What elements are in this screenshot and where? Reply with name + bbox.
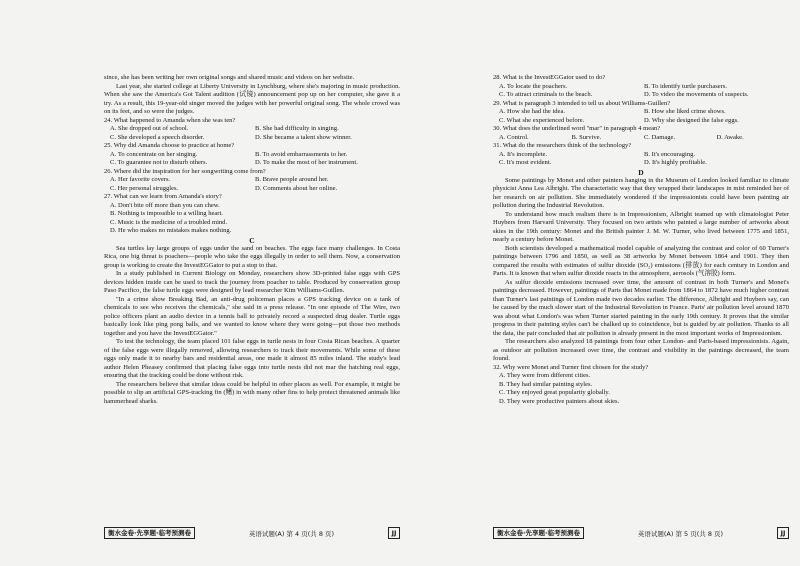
option-25b: B. To avoid embarrassments to her. [255,150,348,158]
option-31b: B. It's encouraging. [644,150,695,158]
option-30b: B. Survive. [571,133,602,141]
passage-c-paragraph-5: The researchers believe that similar ideas could be helpful in other places as well. For example, it might be possible to slip an artificial GPS-tracking fin (鳍) in with many other fins to help protect threatened animals like hammerhead sharks. [104,380,400,405]
option-24c: C. She developed a speech disorder. [110,133,205,141]
passage-c-paragraph-4: To test the technology, the team placed 101 false eggs in turtle nests in four Costa Rican beaches. A quarter of the false eggs were illegally removed, allowing researchers to track their movements. While some of these eggs only made it to nearby bars and residential areas, one made it almost 85 miles inland. The study's lead author Helen Pheasey confirmed that placing false eggs into turtle nests did not mar the hatching real eggs, ensuring that the tracking could be done without risk. [104,338,400,379]
options-row [104,159,400,168]
question-27: 27. What can we learn from Amanda's story? [104,193,222,200]
options-row [104,185,400,194]
options-row [493,117,789,126]
page-number: 英语试题(A) 第 4 页(共 8 页) [248,529,335,538]
passage-c-paragraph-2: In a study published in Current Biology on Monday, researchers show 3D-printed false eggs with GPS devices hidden inside can be used to track the journey from poacher to table. Produced by conservation group Paso Pacifico, the false turtle eggs were designed by lead researcher Kim Williams-Guillen. [104,270,400,294]
passage-d-paragraph-3: Both scientists developed a mathematical model capable of analyzing the contrast and color of 60 Turner's paintings between 1796 and 1850, as well as 38 artworks by Monet between 1864 and 1901. They then compared the results with estimates of sulfur dioxide (SO₂) emissions (排放) for each century in London and Paris. It is known that when sulfur dioxide reacts in the atmosphere, aerosols (气溶胶) form. [493,244,789,277]
option-26c: C. Her personal struggles. [110,184,179,192]
option-27a: A. Don't bite off more than you can chew. [110,201,220,209]
option-31d: D. It's highly profitable. [644,159,707,166]
passage-b-ending: since, she has been writing her own original songs and shared music and videos on her website. [104,74,355,81]
options-row [104,134,400,143]
option-32d: D. They were productive painters about skies. [499,397,620,405]
option-24d: D. She became a talent show winner. [255,133,352,141]
option-27b: B. Nothing is impossible to a willing heart. [110,210,223,217]
option-29d: D. Why she designed the false eggs. [644,116,739,124]
question-31: 31. What do the researchers think of the technology? [493,142,632,149]
page-mark: JJ [777,527,789,539]
passage-d-paragraph-5: The researchers also analyzed 18 paintings from four other London- and Paris-based impressionists. Again, as outdoor air pollution increased over time, the contrast and visibility in the paintings decreased, the team found. [493,338,789,362]
passage-b-paragraph: Last year, she started college at Liberty University in Lynchburg, where she's majoring in music production. When she saw the America's Got Talent audition (试镜) announcement pop up on her computer, she gave it a try. As a result, this 19-year-old singer moved the judges with her powerful original song. The whole crowd was on its feet, and so were the judges. [104,82,400,115]
option-28d: D. To video the movements of suspects. [644,91,749,98]
option-31c: C. It's most evident. [499,159,552,166]
question-26: 26. Where did the inspiration for her songwriting come from? [104,167,266,175]
option-25a: A. To concentrate on her singing. [110,150,198,158]
page-number: 英语试题(A) 第 5 页(共 8 页) [637,529,724,538]
option-27d: D. He who makes no mistakes makes nothing. [110,227,232,234]
option-28a: A. To locate the poachers. [499,82,568,90]
option-26a: A. Her favorite covers. [110,176,171,183]
section-heading-d: D [638,167,644,177]
brand-label: 衡水金卷·先享题·临考预测卷 [493,527,584,539]
option-24b: B. She had difficulty in singing. [255,125,339,132]
option-26b: B. Brave people around her. [255,176,329,183]
option-28c: C. To attract criminals to the beach. [499,91,593,98]
options-row [493,134,789,143]
option-30c: C. Damage. [644,133,676,141]
question-29: 29. What is paragraph 3 intended to tell us about Williams-Guillen? [493,99,671,107]
question-30: 30. What does the underlined word "mar" in paragraph 4 mean? [493,125,661,132]
option-30a: A. Control. [499,133,529,141]
options-row [493,159,789,168]
right-column [493,74,789,406]
question-28: 28. What is the InvestEGGator used to do? [493,74,606,81]
left-column [104,74,400,406]
options-row [104,176,400,185]
options-row [104,125,400,134]
option-24a: A. She dropped out of school. [110,125,189,132]
option-27c: C. Music is the medicine of a troubled mind. [110,218,228,226]
left-page-footer [104,526,400,540]
option-28b: B. To identify turtle purchasers. [644,82,728,90]
options-row [493,108,789,117]
option-32a: A. They were from different cities. [499,372,591,379]
options-row [493,151,789,160]
brand-label: 衡水金卷·先享题·临考预测卷 [104,527,195,539]
options-row [493,83,789,92]
options-row [493,91,789,100]
option-29a: A. How she had the idea. [499,108,565,115]
question-24: 24. What happened to Amanda when she was ten? [104,116,236,124]
page-mark: JJ [388,527,400,539]
option-29b: B. How she liked crime shows. [644,108,726,115]
question-32: 32. Why were Monet and Turner first chosen for the study? [493,363,649,371]
passage-c-paragraph-1: Sea turtles lay large groups of eggs under the sand on beaches. The eggs face many challenges. In Costa Rica, one big threat is poachers—people who take the eggs illegally in order to sell them. Now, a conservation group is working to create the InvestEGGator to put a stop to that. [104,244,400,269]
passage-d-paragraph-1: Some paintings by Monet and other painters hanging in the Museum of London looked familiar to climate physicist Anna Lea Albright. The characteristic way that they wrapped their landscapes in mist reminded her of her research on air pollution. She immediately wondered if the impressionists could have been painting air pollution during the Industrial Revolution. [493,176,789,209]
passage-d-paragraph-4: As sulfur dioxide emissions increased over time, the amount of contrast in both Turner's and Monet's paintings decreased. However, paintings of Paris that Monet made from 1864 to 1872 have much higher contrast than Turner's last paintings of London made two decades earlier. The difference, Albright and Huybers say, can be caused by the much slower start of the Industrial Revolution in France. Paris' air pollution level around 1870 was about what London's was when Turner started painting in the early 19th century. It proves that the similar progress in their painting styles can't be chalked up to coincidence, but is guided by air pollution. Thanks to all the data, the pair concluded that air pollution is already present in the most important works of Impressionism. [493,278,789,337]
option-25c: C. To guarantee not to disturb others. [110,159,208,166]
right-page-footer [493,526,789,540]
option-30d: D. Awake. [716,133,744,141]
passage-c-paragraph-3: "In a crime show Breaking Bad, an anti-drug policeman places a GPS tracking device on a tank of chemicals to see who receives the chemicals," she said in a press release. "In one episode of The Wire, two police officers plant an audio device in a tennis ball to privately record a suspected drug dealer. Turtle eggs basically look like ping pong balls, and we wanted to know where they were going—put those two methods together and you have the InvestEGGator." [104,295,400,337]
section-heading-c: C [249,235,255,245]
passage-d-paragraph-2: To understand how much realism there is in Impressionism, Albright teamed up with climatologist Peter Huybers from Harvard University. They focused on two artists who painted a large number of artworks about skies in the 19th century: Monet and the British painter J. M. W. Turner, who lived between 1775 and 1851, nearly a century before Monet. [493,210,789,243]
options-row [104,151,400,160]
option-31a: A. It's incomplete. [499,150,548,158]
option-32c: C. They enjoyed great popularity globally. [499,389,610,396]
question-25: 25. Why did Amanda choose to practice at home? [104,142,235,149]
option-32b: B. They had similar painting styles. [499,380,593,388]
option-29c: C. What she experienced before. [499,116,585,124]
option-25d: D. To make the most of her instrument. [255,159,358,166]
option-26d: D. Comments about her online. [255,184,338,192]
